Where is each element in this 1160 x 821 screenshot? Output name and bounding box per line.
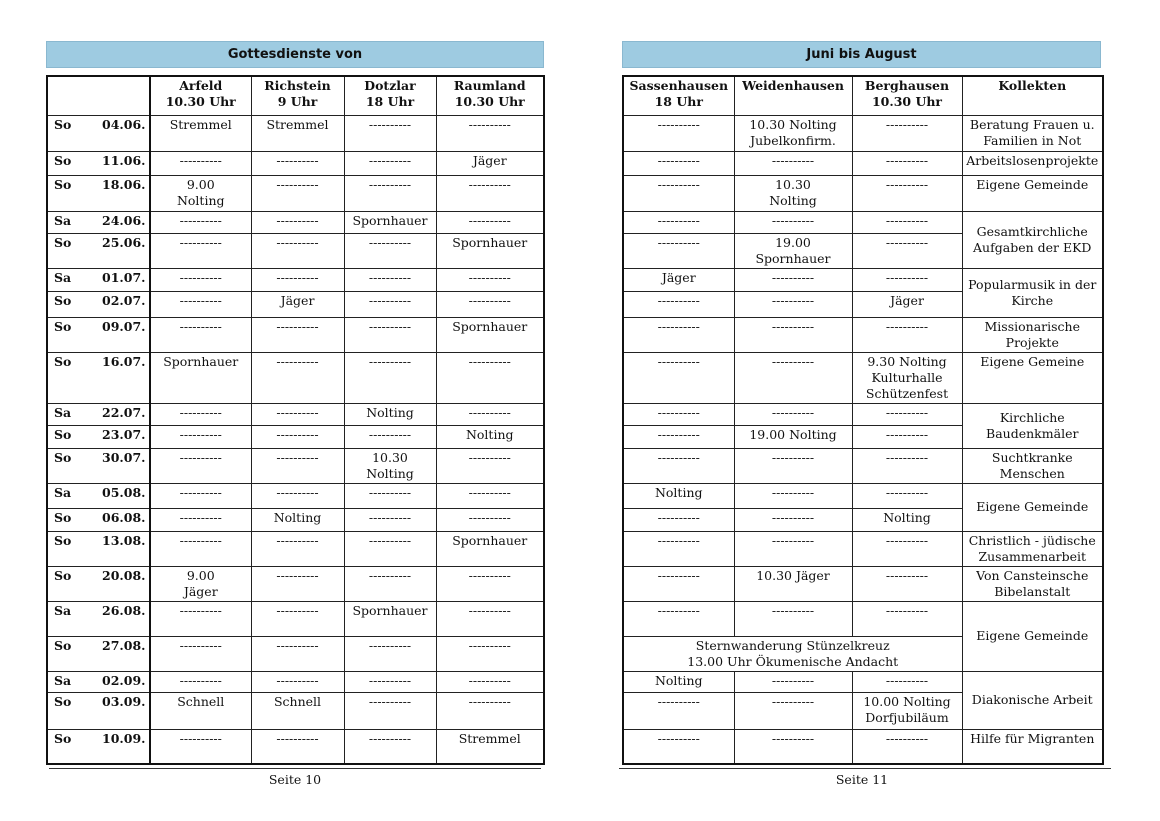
service-cell: ----------	[436, 483, 544, 508]
service-cell: ----------	[623, 211, 734, 233]
date-cell: 23.07.	[99, 425, 150, 448]
kollekte-cell: Arbeitslosenprojekte	[962, 151, 1103, 175]
service-cell: ----------	[623, 317, 734, 352]
weekday-cell: So	[47, 425, 99, 448]
service-cell: ----------	[852, 317, 962, 352]
table-row	[47, 352, 544, 403]
service-cell: ----------	[623, 566, 734, 601]
service-cell: ----------	[623, 115, 734, 151]
table-row	[47, 268, 544, 291]
service-cell: ----------	[436, 291, 544, 317]
kollekte-cell: Von Cansteinsche Bibelanstalt	[962, 566, 1103, 601]
date-cell: 10.09.	[99, 729, 150, 764]
service-cell: ----------	[734, 448, 852, 483]
merged-event-cell: Sternwanderung Stünzelkreuz 13.00 Uhr Ökumenische Andacht	[623, 636, 962, 671]
weekday-cell: So	[47, 233, 99, 268]
table-row	[623, 151, 1103, 175]
service-cell: ----------	[436, 671, 544, 692]
service-cell: ----------	[150, 317, 251, 352]
service-cell: ----------	[734, 211, 852, 233]
left-column-header	[344, 76, 436, 115]
service-cell: 10.00 Nolting Dorfjubiläum	[852, 692, 962, 729]
service-cell: ----------	[436, 508, 544, 531]
service-cell: ----------	[344, 729, 436, 764]
table-row	[47, 151, 544, 175]
right-column-header	[852, 76, 962, 115]
right-header-row	[623, 76, 1103, 115]
service-cell: ----------	[623, 448, 734, 483]
service-cell: ----------	[623, 233, 734, 268]
table-row	[47, 729, 544, 764]
service-cell: ----------	[251, 352, 344, 403]
table-row	[47, 636, 544, 671]
service-cell: ----------	[436, 352, 544, 403]
table-row	[623, 268, 1103, 291]
right-footer-rule	[619, 768, 1111, 769]
service-cell: ----------	[436, 566, 544, 601]
service-cell: ----------	[344, 508, 436, 531]
service-cell: ----------	[623, 352, 734, 403]
service-cell: ----------	[734, 729, 852, 764]
service-cell: Stremmel	[436, 729, 544, 764]
service-cell: ----------	[734, 291, 852, 317]
service-cell: ----------	[734, 692, 852, 729]
service-cell: Nolting	[251, 508, 344, 531]
service-cell: Nolting	[436, 425, 544, 448]
date-cell: 13.08.	[99, 531, 150, 566]
weekday-cell: So	[47, 291, 99, 317]
service-cell: ----------	[251, 425, 344, 448]
service-cell: ----------	[344, 317, 436, 352]
date-cell: 01.07.	[99, 268, 150, 291]
service-cell: ----------	[150, 508, 251, 531]
service-cell: ----------	[623, 175, 734, 211]
service-cell: ----------	[852, 483, 962, 508]
service-cell: ----------	[344, 531, 436, 566]
service-cell: Spornhauer	[344, 211, 436, 233]
service-cell: ----------	[150, 531, 251, 566]
kollekte-cell: Hilfe für Migranten	[962, 729, 1103, 764]
service-cell: ----------	[734, 403, 852, 425]
weekday-cell: Sa	[47, 483, 99, 508]
service-cell: 10.30 Nolting	[734, 175, 852, 211]
weekday-cell: So	[47, 317, 99, 352]
left-column-header	[150, 76, 251, 115]
service-cell: ----------	[436, 211, 544, 233]
service-cell: Stremmel	[150, 115, 251, 151]
table-row	[623, 729, 1103, 764]
service-cell: ----------	[436, 601, 544, 636]
service-cell: ----------	[150, 636, 251, 671]
table-row	[623, 403, 1103, 425]
column-name: Kollekten	[998, 78, 1067, 93]
service-cell: Spornhauer	[150, 352, 251, 403]
left-header-row	[47, 76, 544, 115]
service-cell: ----------	[623, 151, 734, 175]
date-cell: 02.09.	[99, 671, 150, 692]
weekday-cell: So	[47, 448, 99, 483]
service-cell: ----------	[344, 671, 436, 692]
service-cell: ----------	[734, 151, 852, 175]
left-page-number: Seite 10	[268, 772, 322, 787]
service-cell: ----------	[344, 352, 436, 403]
service-cell: ----------	[623, 729, 734, 764]
weekday-cell: Sa	[47, 403, 99, 425]
service-cell: ----------	[436, 115, 544, 151]
service-cell: ----------	[734, 352, 852, 403]
right-page-number: Seite 11	[835, 772, 889, 787]
service-cell: Jäger	[623, 268, 734, 291]
service-cell: ----------	[852, 211, 962, 233]
column-name: Dotzlar	[364, 78, 416, 93]
service-cell: Nolting	[623, 671, 734, 692]
table-row	[623, 566, 1103, 601]
service-cell: ----------	[623, 601, 734, 636]
service-cell: ----------	[436, 692, 544, 729]
service-cell: ----------	[623, 531, 734, 566]
right-column-header	[962, 76, 1103, 115]
service-cell: 9.00 Jäger	[150, 566, 251, 601]
table-row	[47, 211, 544, 233]
kollekte-cell: Eigene Gemeinde	[962, 175, 1103, 211]
weekday-cell: So	[47, 531, 99, 566]
left-column-header	[436, 76, 544, 115]
service-cell: ----------	[251, 483, 344, 508]
kollekte-cell: Eigene Gemeinde	[962, 601, 1103, 671]
weekday-cell: Sa	[47, 268, 99, 291]
service-cell: ----------	[150, 268, 251, 291]
right-column-header	[623, 76, 734, 115]
table-row	[47, 115, 544, 151]
date-cell: 20.08.	[99, 566, 150, 601]
service-cell: 10.30 Nolting Jubelkonfirm.	[734, 115, 852, 151]
service-cell: ----------	[344, 115, 436, 151]
service-cell: Spornhauer	[436, 317, 544, 352]
weekday-cell: Sa	[47, 671, 99, 692]
service-cell: ----------	[150, 211, 251, 233]
date-cell: 30.07.	[99, 448, 150, 483]
service-cell: ----------	[251, 233, 344, 268]
service-cell: ----------	[344, 151, 436, 175]
service-cell: Nolting	[852, 508, 962, 531]
kollekte-cell: Gesamtkirchliche Aufgaben der EKD	[962, 211, 1103, 268]
table-row	[623, 601, 1103, 636]
weekday-cell: So	[47, 352, 99, 403]
date-cell: 03.09.	[99, 692, 150, 729]
service-cell: ----------	[852, 601, 962, 636]
table-row	[623, 531, 1103, 566]
service-cell: ----------	[251, 531, 344, 566]
service-cell: ----------	[734, 483, 852, 508]
service-cell: ----------	[344, 268, 436, 291]
service-cell: Nolting	[623, 483, 734, 508]
service-cell: ----------	[436, 403, 544, 425]
service-cell: ----------	[852, 268, 962, 291]
weekday-cell: So	[47, 636, 99, 671]
kollekte-cell: Eigene Gemeinde	[962, 483, 1103, 531]
service-cell: 19.00 Nolting	[734, 425, 852, 448]
column-name: Sassenhausen	[629, 78, 729, 93]
service-cell: ----------	[344, 692, 436, 729]
weekday-cell: So	[47, 175, 99, 211]
service-cell: ----------	[251, 601, 344, 636]
service-cell: Spornhauer	[344, 601, 436, 636]
service-cell: Spornhauer	[436, 233, 544, 268]
column-name: Richstein	[264, 78, 331, 93]
date-cell: 25.06.	[99, 233, 150, 268]
table-row	[623, 448, 1103, 483]
service-cell: ----------	[150, 233, 251, 268]
service-cell: 9.00 Nolting	[150, 175, 251, 211]
service-cell: ----------	[436, 268, 544, 291]
date-cell: 09.07.	[99, 317, 150, 352]
service-cell: ----------	[251, 317, 344, 352]
service-cell: ----------	[852, 671, 962, 692]
service-cell: ----------	[150, 291, 251, 317]
left-column-header	[251, 76, 344, 115]
kollekte-cell: Popularmusik in der Kirche	[962, 268, 1103, 317]
service-cell: Jäger	[251, 291, 344, 317]
date-cell: 04.06.	[99, 115, 150, 151]
service-cell: ----------	[251, 211, 344, 233]
table-row	[47, 601, 544, 636]
date-cell: 24.06.	[99, 211, 150, 233]
service-cell: ----------	[251, 403, 344, 425]
table-row	[47, 671, 544, 692]
service-cell: ----------	[344, 291, 436, 317]
service-cell: ----------	[251, 448, 344, 483]
date-cell: 05.08.	[99, 483, 150, 508]
table-row	[623, 352, 1103, 403]
table-row	[47, 233, 544, 268]
service-cell: ----------	[150, 671, 251, 692]
service-cell: 10.30 Jäger	[734, 566, 852, 601]
service-cell: ----------	[734, 671, 852, 692]
table-row	[47, 175, 544, 211]
service-cell: ----------	[150, 601, 251, 636]
service-cell: Jäger	[852, 291, 962, 317]
table-row	[47, 531, 544, 566]
service-cell: ----------	[852, 151, 962, 175]
service-cell: ----------	[623, 403, 734, 425]
service-cell: ----------	[344, 233, 436, 268]
service-cell: ----------	[852, 115, 962, 151]
left-header-blank	[47, 76, 150, 115]
service-cell: ----------	[150, 425, 251, 448]
right-banner: Juni bis August	[622, 41, 1101, 68]
date-cell: 06.08.	[99, 508, 150, 531]
service-cell: ----------	[852, 233, 962, 268]
service-cell: ----------	[251, 671, 344, 692]
date-cell: 26.08.	[99, 601, 150, 636]
service-cell: ----------	[852, 566, 962, 601]
weekday-cell: So	[47, 692, 99, 729]
weekday-cell: So	[47, 508, 99, 531]
date-cell: 02.07.	[99, 291, 150, 317]
service-cell: ----------	[436, 175, 544, 211]
service-cell: ----------	[150, 151, 251, 175]
right-column-header	[734, 76, 852, 115]
service-cell: ----------	[852, 448, 962, 483]
service-cell: ----------	[344, 425, 436, 448]
service-cell: ----------	[344, 566, 436, 601]
column-name: Raumland	[453, 78, 526, 93]
service-cell: Schnell	[251, 692, 344, 729]
service-cell: Nolting	[344, 403, 436, 425]
service-cell: 9.30 Nolting Kulturhalle Schützenfest	[852, 352, 962, 403]
service-cell: ----------	[150, 403, 251, 425]
service-cell: ----------	[623, 291, 734, 317]
service-cell: ----------	[734, 531, 852, 566]
service-cell: 19.00 Spornhauer	[734, 233, 852, 268]
service-cell: ----------	[623, 508, 734, 531]
table-row	[47, 425, 544, 448]
table-row	[47, 566, 544, 601]
service-cell: ----------	[251, 175, 344, 211]
date-cell: 18.06.	[99, 175, 150, 211]
table-row	[623, 317, 1103, 352]
table-row	[47, 448, 544, 483]
kollekte-cell: Eigene Gemeine	[962, 352, 1103, 403]
service-cell: Spornhauer	[436, 531, 544, 566]
service-cell: ----------	[150, 729, 251, 764]
service-cell: 10.30 Nolting	[344, 448, 436, 483]
service-cell: ----------	[734, 268, 852, 291]
weekday-cell: So	[47, 151, 99, 175]
kollekte-cell: Kirchliche Baudenkmäler	[962, 403, 1103, 448]
table-row	[47, 317, 544, 352]
service-cell: ----------	[436, 636, 544, 671]
weekday-cell: So	[47, 115, 99, 151]
table-row	[47, 508, 544, 531]
service-cell: ----------	[734, 508, 852, 531]
kollekte-cell: Christlich - jüdische Zusammenarbeit	[962, 531, 1103, 566]
weekday-cell: So	[47, 566, 99, 601]
date-cell: 27.08.	[99, 636, 150, 671]
table-row	[623, 175, 1103, 211]
date-cell: 11.06.	[99, 151, 150, 175]
column-name: Weidenhausen	[742, 78, 844, 93]
service-cell: ----------	[344, 636, 436, 671]
kollekte-cell: Suchtkranke Menschen	[962, 448, 1103, 483]
service-cell: Schnell	[150, 692, 251, 729]
column-name: Arfeld	[179, 78, 223, 93]
service-cell: ----------	[436, 448, 544, 483]
service-cell: ----------	[623, 692, 734, 729]
table-row	[47, 692, 544, 729]
service-cell: ----------	[852, 531, 962, 566]
weekday-cell: Sa	[47, 601, 99, 636]
date-cell: 22.07.	[99, 403, 150, 425]
table-row	[47, 291, 544, 317]
kollekte-cell: Beratung Frauen u. Familien in Not	[962, 115, 1103, 151]
service-cell: ----------	[852, 403, 962, 425]
service-cell: ----------	[150, 483, 251, 508]
left-footer-rule	[49, 768, 541, 769]
left-schedule-table	[46, 75, 545, 765]
service-cell: ----------	[344, 483, 436, 508]
kollekte-cell: Diakonische Arbeit	[962, 671, 1103, 729]
table-row	[623, 483, 1103, 508]
service-cell: ----------	[251, 729, 344, 764]
table-row	[623, 211, 1103, 233]
service-cell: ----------	[623, 425, 734, 448]
column-time: 18 Uhr	[365, 94, 415, 109]
service-cell: ----------	[734, 317, 852, 352]
weekday-cell: Sa	[47, 211, 99, 233]
table-row	[623, 115, 1103, 151]
left-banner: Gottesdienste von	[46, 41, 544, 68]
service-cell: ----------	[150, 448, 251, 483]
table-row	[623, 671, 1103, 692]
column-time: 10.30 Uhr	[165, 94, 236, 109]
date-cell: 16.07.	[99, 352, 150, 403]
service-cell: ----------	[852, 425, 962, 448]
service-cell: Stremmel	[251, 115, 344, 151]
service-cell: ----------	[251, 636, 344, 671]
table-row	[47, 483, 544, 508]
service-cell: ----------	[251, 268, 344, 291]
right-schedule-table	[622, 75, 1104, 765]
column-name: Berghausen	[864, 78, 950, 93]
column-time: 10.30 Uhr	[454, 94, 525, 109]
service-cell: ----------	[251, 566, 344, 601]
service-cell: Jäger	[436, 151, 544, 175]
kollekte-cell: Missionarische Projekte	[962, 317, 1103, 352]
service-cell: ----------	[251, 151, 344, 175]
service-cell: ----------	[852, 175, 962, 211]
column-time: 9 Uhr	[277, 94, 318, 109]
service-cell: ----------	[344, 175, 436, 211]
column-time: 10.30 Uhr	[871, 94, 943, 109]
service-cell: ----------	[734, 601, 852, 636]
weekday-cell: So	[47, 729, 99, 764]
column-time: 18 Uhr	[654, 94, 703, 109]
table-row	[47, 403, 544, 425]
service-cell: ----------	[852, 729, 962, 764]
